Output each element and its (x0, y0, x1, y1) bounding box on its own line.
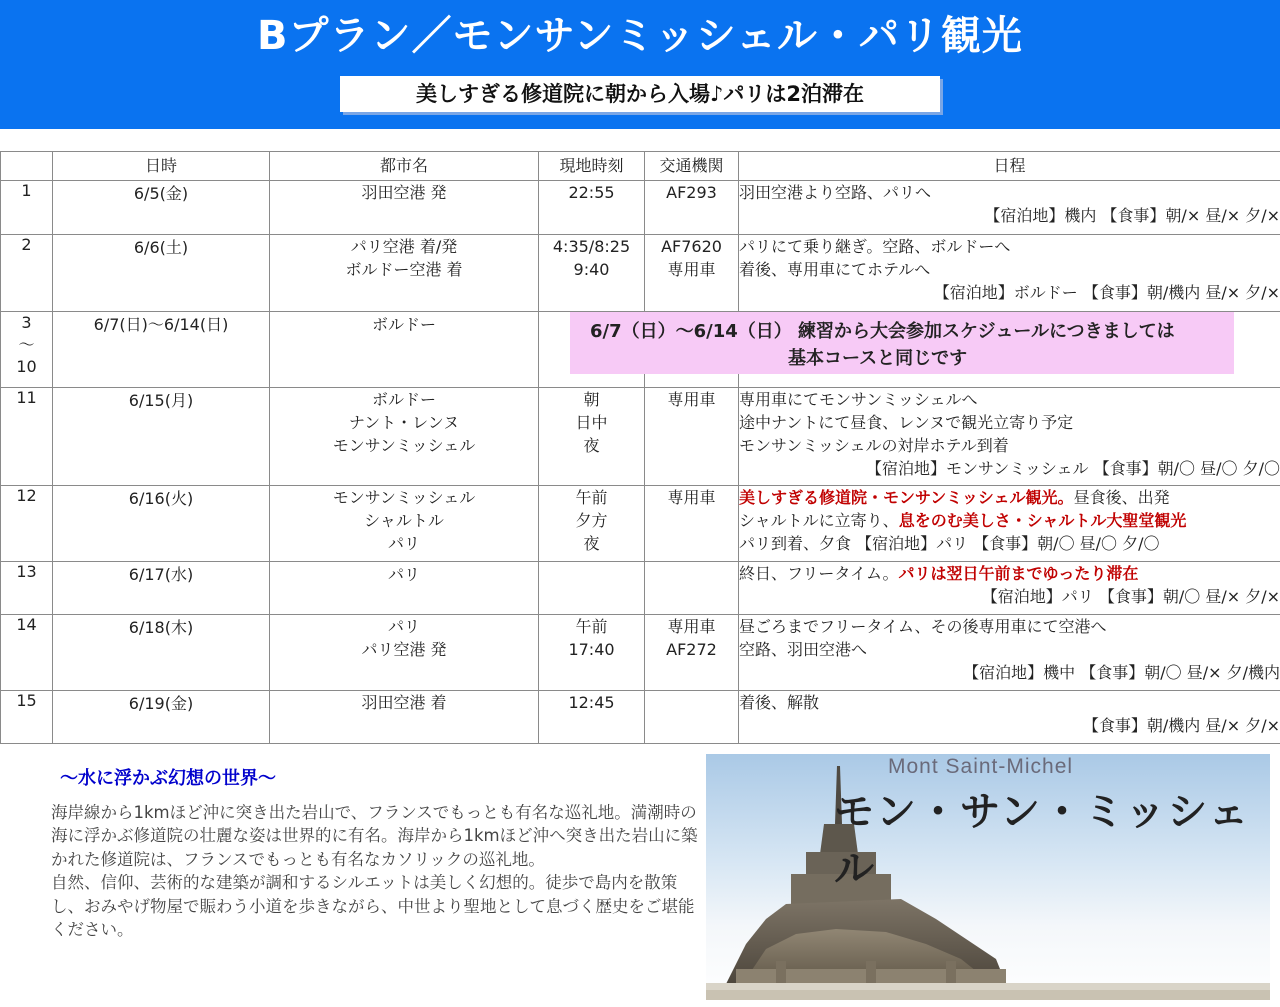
day-number: 1 (1, 181, 53, 235)
schedule-line: モンサンミッシェルの対岸ホテル到着 (739, 436, 1009, 455)
highlight-text: 美しすぎる修道院・モンサンミッシェル観光。 (739, 488, 1074, 507)
schedule-text: 終日、フリータイム。 (739, 564, 899, 583)
notice-line: 6/7（日）～6/14（日） 練習から大会参加スケジュールにつきましては (590, 321, 1175, 342)
day-number: 2 (1, 235, 53, 312)
schedule-line: 専用車にてモンサンミッシェルへ (739, 390, 978, 409)
time-line: 日中 (575, 413, 608, 432)
schedule-line: 途中ナントにて昼食、レンヌで観光立寄り予定 (739, 413, 1074, 432)
time-line: 夜 (583, 534, 600, 553)
transport-cell (645, 562, 739, 615)
highlight-text: パリは翌日午前までゆったり滞在 (898, 564, 1139, 583)
city-cell (270, 388, 539, 486)
city-cell (270, 691, 539, 744)
lodging-meals: 【宿泊地】ボルドー 【食事】朝/機内 昼/× 夕/× (933, 283, 1280, 302)
itinerary-table (0, 151, 1280, 744)
city-line: ボルドー (371, 390, 436, 409)
day-number: 15 (1, 691, 53, 744)
city-cell: パリ (270, 562, 539, 615)
city-line: ボルドー空港 着 (345, 260, 463, 279)
table-row (1, 615, 1280, 691)
time-cell (539, 615, 645, 691)
city-cell: ボルドー (270, 312, 539, 388)
day-number: 12 (1, 486, 53, 562)
schedule-cell (739, 235, 1280, 312)
transport-line: AF7620 (661, 237, 722, 256)
date-cell: 6/6(土) (53, 235, 270, 312)
description-paragraph: 自然、信仰、芸術的な建築が調和するシルエットは美しく幻想的。徒歩で島内を散策し、おみやげ物屋で賑わう小道を歩きながら、中世より聖地として息づく歴史をご堪能ください。 (51, 873, 695, 940)
table-row (1, 235, 1280, 312)
city-cell (270, 181, 539, 235)
transport-line: AF272 (666, 640, 717, 659)
day-range-end: 10 (16, 357, 37, 376)
transport-cell (645, 181, 739, 235)
city-line: ナント・レンヌ (348, 413, 460, 432)
schedule-line: 羽田空港より空路、パリへ (739, 183, 932, 202)
transport-line: 専用車 (667, 390, 716, 409)
day-number: 11 (1, 388, 53, 486)
description-text (51, 801, 701, 941)
city-line: パリ (387, 617, 420, 636)
transport-cell (645, 235, 739, 312)
city-line: モンサンミッシェル (332, 436, 476, 455)
notice-banner (570, 312, 1234, 374)
table-row (1, 388, 1280, 486)
schedule-line (739, 509, 1280, 532)
lodging-meals: 【宿泊地】パリ 【食事】朝/〇 昼/× 夕/× (981, 587, 1280, 606)
transport-line: 専用車 (667, 260, 716, 279)
date-cell: 6/5(金) (53, 181, 270, 235)
table-header-row (1, 152, 1280, 181)
day-number: 13 (1, 562, 53, 615)
city-cell (270, 235, 539, 312)
date-cell: 6/18(木) (53, 615, 270, 691)
city-line: 羽田空港 着 (361, 693, 447, 712)
date-cell: 6/17(水) (53, 562, 270, 615)
time-cell (539, 388, 645, 486)
header-transport: 交通機関 (645, 152, 739, 181)
header-city: 都市名 (270, 152, 539, 181)
city-line: パリ空港 発 (361, 640, 447, 659)
page-subtitle: 美しすぎる修道院に朝から入場♪パリは2泊滞在 (340, 76, 940, 112)
city-line: シャルトル (364, 511, 444, 530)
schedule-line: パリ到着、夕食 【宿泊地】パリ 【食事】朝/〇 昼/〇 夕/〇 (739, 534, 1160, 553)
day-range-sep: ～ (18, 335, 35, 354)
description-paragraph: 海岸線から1kmほど沖に突き出た岩山で、フランスでもっとも有名な巡礼地。満潮時の海に浮かぶ修道院の壮麗な姿は世界的に有名。海岸から1kmほど沖へ突き出た岩山に築かれた修道院は、フランスでもっとも有名なカソリックの巡礼地。 (51, 803, 698, 869)
schedule-line: 昼ごろまでフリータイム、その後専用車にて空港へ (739, 617, 1107, 636)
date-cell: 6/19(金) (53, 691, 270, 744)
time-cell (539, 486, 645, 562)
time-line: 夕方 (575, 511, 608, 530)
transport-cell (645, 691, 739, 744)
table-row (1, 181, 1280, 235)
city-line: パリ (387, 534, 420, 553)
city-line: 羽田空港 発 (361, 183, 447, 202)
table-row (1, 486, 1280, 562)
time-line: 夜 (583, 436, 600, 455)
header-no (1, 152, 53, 181)
lodging-meals: 【宿泊地】機内 【食事】朝/× 昼/× 夕/× (984, 206, 1280, 225)
schedule-cell (739, 562, 1280, 615)
schedule-line: パリにて乗り継ぎ。空路、ボルドーへ (739, 237, 1011, 256)
header-banner (0, 0, 1280, 129)
schedule-line (739, 486, 1280, 509)
description-title: ～水に浮かぶ幻想の世界～ (60, 768, 276, 789)
date-cell: 6/7(日)～6/14(日) (53, 312, 270, 388)
day-number (1, 312, 53, 388)
schedule-text: シャルトルに立寄り、 (739, 511, 899, 530)
table-row (1, 691, 1280, 744)
city-line: パリ空港 着/発 (350, 237, 458, 256)
photo-caption-jp: モン・サン・ミッシェル (834, 789, 1251, 892)
schedule-cell (739, 181, 1280, 235)
header-time: 現地時刻 (539, 152, 645, 181)
time-line: 午前 (575, 488, 608, 507)
time-line: 12:45 (568, 693, 615, 712)
highlight-text: 息をのむ美しさ・シャルトル大聖堂観光 (898, 511, 1187, 530)
lodging-meals: 【食事】朝/機内 昼/× 夕/× (1082, 716, 1280, 735)
time-line: 17:40 (568, 640, 615, 659)
schedule-line: 着後、専用車にてホテルへ (739, 260, 931, 279)
schedule-text: 昼食後、出発 (1073, 488, 1170, 507)
time-line: 4:35/8:25 (552, 237, 631, 256)
day-number: 14 (1, 615, 53, 691)
time-cell (539, 235, 645, 312)
transport-line: AF293 (666, 183, 717, 202)
page-title: Bプラン／モンサンミッシェル・パリ観光 (257, 13, 1023, 59)
notice-line: 基本コースと同じです (788, 348, 968, 369)
lodging-meals: 【宿泊地】モンサンミッシェル 【食事】朝/〇 昼/〇 夕/〇 (866, 459, 1280, 478)
time-line: 朝 (583, 390, 600, 409)
schedule-cell (739, 388, 1280, 486)
date-cell: 6/16(火) (53, 486, 270, 562)
time-cell (539, 562, 645, 615)
city-cell (270, 486, 539, 562)
city-line: モンサンミッシェル (332, 488, 476, 507)
city-cell (270, 615, 539, 691)
transport-cell (645, 486, 739, 562)
transport-cell (645, 615, 739, 691)
time-cell (539, 691, 645, 744)
time-line: 午前 (575, 617, 608, 636)
schedule-line: 着後、解散 (739, 693, 820, 712)
schedule-line (739, 562, 1280, 585)
schedule-cell (739, 691, 1280, 744)
time-line: 9:40 (573, 260, 610, 279)
schedule-cell (739, 615, 1280, 691)
transport-line: 専用車 (667, 488, 716, 507)
day-range-start: 3 (21, 313, 32, 332)
transport-cell (645, 388, 739, 486)
transport-line: 専用車 (667, 617, 716, 636)
header-date: 日時 (53, 152, 270, 181)
time-line: 22:55 (568, 183, 615, 202)
photo-caption-en: Mont Saint-Michel (888, 755, 1074, 778)
lodging-meals: 【宿泊地】機中 【食事】朝/〇 昼/× 夕/機内 (963, 663, 1280, 682)
schedule-cell (739, 486, 1280, 562)
header-schedule: 日程 (739, 152, 1280, 181)
schedule-line: 空路、羽田空港へ (739, 640, 868, 659)
table-row (1, 562, 1280, 615)
date-cell: 6/15(月) (53, 388, 270, 486)
time-cell (539, 181, 645, 235)
